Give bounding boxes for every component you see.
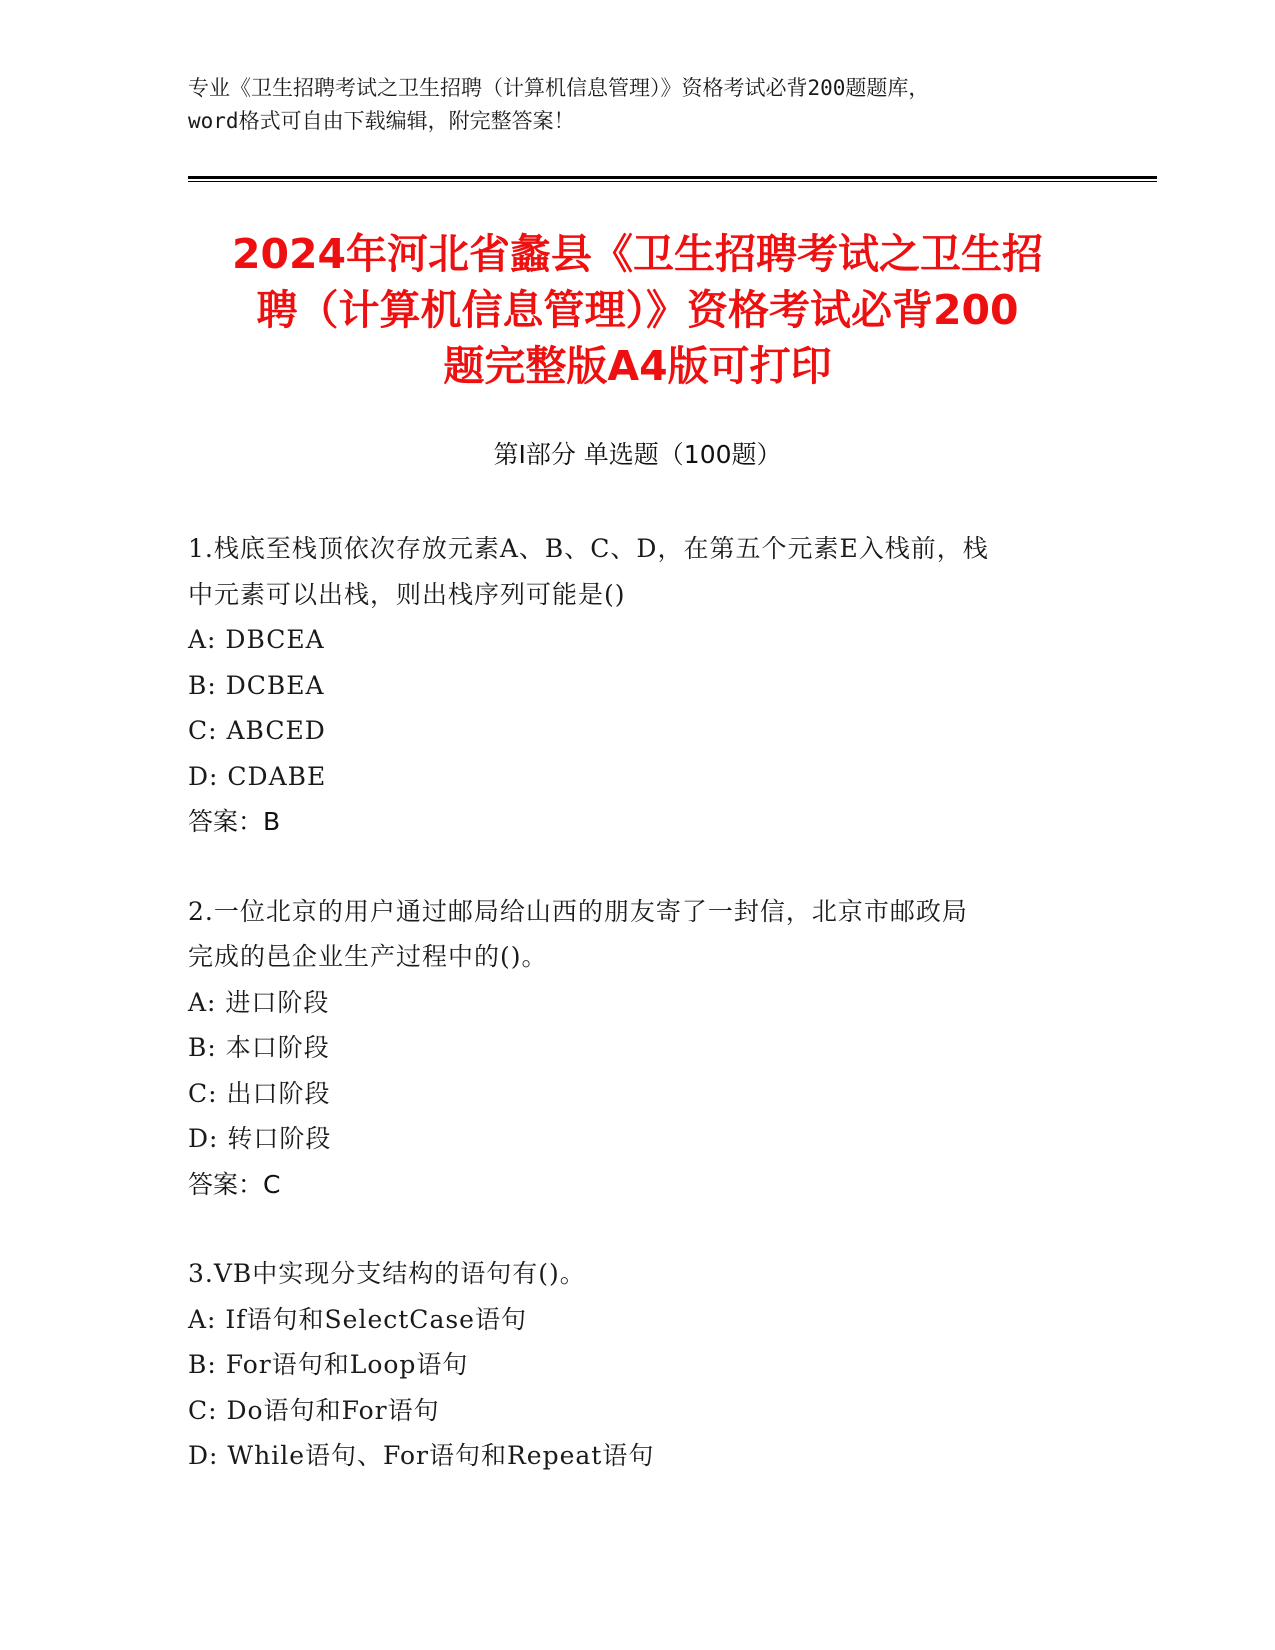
answer-line: 答案：B (188, 807, 281, 836)
question-stem: 1.栈底至栈顶依次存放元素A、B、C、D，在第五个元素E入栈前，栈 (188, 534, 989, 563)
question-3 (188, 1251, 1088, 1479)
option-a: A: If语句和SelectCase语句 (188, 1304, 527, 1334)
header-note (188, 72, 1088, 138)
option-b: B: DCBEA (188, 670, 325, 700)
question-2 (188, 889, 1088, 1208)
option-d: D: 转口阶段 (188, 1124, 332, 1153)
section-heading: 第Ⅰ部分 单选题（100题） (493, 440, 782, 469)
header-divider-thin (188, 181, 1157, 182)
option-d: D: CDABE (188, 761, 327, 791)
document-title-line-1: 2024年河北省蠡县《卫生招聘考试之卫生招 (231, 230, 1044, 278)
question-list (188, 526, 1088, 1523)
header-divider-thick (188, 176, 1157, 179)
option-b: B: 本口阶段 (188, 1033, 330, 1062)
option-d: D: While语句、For语句和Repeat语句 (188, 1441, 655, 1470)
document-title-line-2: 聘（计算机信息管理）》资格考试必背200 (256, 286, 1019, 334)
option-a: A: 进口阶段 (188, 987, 330, 1017)
option-c: C: Do语句和For语句 (188, 1395, 440, 1425)
answer-line: 答案：C (188, 1169, 281, 1199)
option-c: C: ABCED (188, 716, 326, 745)
option-c: C: 出口阶段 (188, 1078, 331, 1108)
question-stem: 中元素可以出栈，则出栈序列可能是() (188, 579, 626, 609)
header-note-line-2: word格式可自由下载编辑，附完整答案！ (188, 109, 575, 133)
option-a: A: DBCEA (188, 625, 325, 654)
document-title-line-3: 题完整版A4版可打印 (443, 342, 832, 390)
header-note-line-1: 专业《卫生招聘考试之卫生招聘（计算机信息管理）》资格考试必背200题题库， (188, 76, 930, 100)
question-stem: 完成的邑企业生产过程中的()。 (188, 942, 548, 971)
question-stem: 3.VB中实现分支结构的语句有()。 (188, 1259, 586, 1288)
option-b: B: For语句和Loop语句 (188, 1350, 469, 1379)
document-title (150, 226, 1125, 394)
question-stem: 2.一位北京的用户通过邮局给山西的朋友寄了一封信，北京市邮政局 (188, 896, 968, 926)
question-1 (188, 526, 1088, 845)
